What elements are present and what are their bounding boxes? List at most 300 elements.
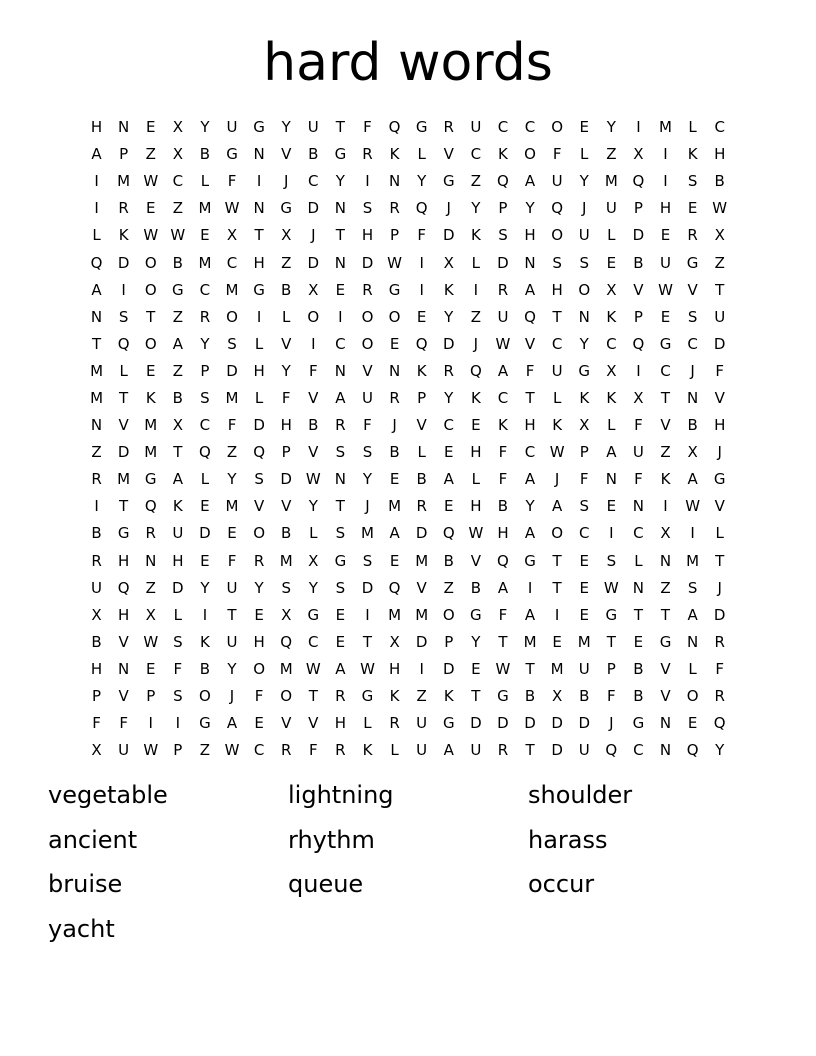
grid-letter: Q [253, 443, 266, 462]
grid-letter: Y [606, 118, 616, 137]
grid-letter: Z [606, 145, 617, 164]
grid-letter: H [524, 416, 536, 435]
word-list-item: occur [528, 870, 595, 898]
grid-letter: F [227, 551, 237, 570]
grid-letter: L [173, 605, 182, 624]
grid-letter: P [606, 659, 616, 678]
grid-letter: O [226, 307, 238, 326]
grid-letter: G [632, 714, 645, 733]
grid-letter: T [335, 226, 345, 245]
grid-letter: X [714, 226, 725, 245]
grid-letter: B [470, 578, 481, 597]
grid-letter: D [199, 524, 211, 543]
grid-letter: K [498, 416, 508, 435]
grid-letter: Y [335, 172, 345, 191]
grid-letter: M [90, 361, 104, 380]
grid-letter: V [118, 632, 129, 651]
grid-letter: V [118, 687, 129, 706]
grid-letter: K [443, 280, 454, 299]
grid-letter: J [311, 226, 316, 245]
grid-letter: I [663, 497, 668, 516]
grid-letter: A [172, 334, 183, 353]
grid-letter: I [94, 172, 99, 191]
grid-letter: O [551, 118, 564, 137]
grid-letter: E [254, 714, 264, 733]
grid-letter: Z [172, 199, 183, 218]
grid-letter: J [229, 687, 235, 706]
grid-letter: X [91, 741, 102, 760]
grid-letter: Q [117, 578, 130, 597]
grid-letter: K [389, 687, 400, 706]
grid-letter: L [200, 172, 210, 191]
grid-letter: V [416, 578, 427, 597]
grid-letter: U [660, 253, 671, 272]
grid-letter: J [473, 334, 479, 353]
grid-letter: L [688, 118, 697, 137]
grid-letter: K [145, 388, 156, 407]
grid-letter: G [388, 280, 401, 299]
grid-letter: J [392, 416, 397, 435]
grid-letter: C [606, 334, 617, 353]
grid-letter: F [363, 416, 372, 435]
grid-letter: Z [714, 253, 725, 272]
grid-letter: I [175, 714, 181, 733]
grid-letter: V [281, 145, 292, 164]
grid-letter: Z [172, 307, 183, 326]
grid-letter: X [552, 687, 563, 706]
grid-letter: B [91, 632, 102, 651]
grid-letter: E [254, 605, 264, 624]
grid-letter: B [389, 443, 400, 462]
grid-letter: H [361, 226, 374, 245]
grid-letter: U [578, 226, 590, 245]
grid-letter: K [606, 388, 617, 407]
grid-letter: N [334, 470, 346, 489]
grid-letter: P [146, 687, 156, 706]
grid-letter: D [713, 605, 726, 624]
grid-letter: Q [469, 361, 482, 380]
grid-letter: Z [470, 172, 481, 191]
grid-letter: F [227, 172, 237, 191]
grid-letter: F [634, 470, 643, 489]
grid-letter: C [633, 524, 644, 543]
grid-letter: W [170, 226, 186, 245]
grid-letter: D [172, 578, 184, 597]
grid-letter: E [579, 578, 589, 597]
grid-letter: Z [226, 443, 238, 462]
grid-letter: D [280, 470, 292, 489]
grid-letter: A [497, 578, 509, 597]
grid-letter: N [90, 416, 103, 435]
grid-letter: U [416, 741, 428, 760]
grid-letter: V [470, 551, 481, 570]
grid-letter: T [119, 388, 129, 407]
grid-letter: Y [579, 172, 589, 191]
grid-letter: G [415, 118, 428, 137]
grid-letter: D [497, 253, 509, 272]
grid-letter: G [144, 470, 157, 489]
grid-letter: O [361, 307, 374, 326]
grid-letter: K [118, 226, 129, 245]
grid-letter: L [634, 551, 643, 570]
grid-letter: W [468, 524, 484, 543]
grid-letter: W [143, 172, 159, 191]
grid-letter: D [442, 226, 455, 245]
grid-letter: N [334, 253, 346, 272]
grid-letter: I [94, 199, 99, 218]
grid-letter: S [362, 443, 373, 462]
grid-letter: X [172, 145, 183, 164]
grid-letter: T [91, 334, 102, 353]
grid-letter: M [225, 497, 239, 516]
grid-letter: C [660, 361, 671, 380]
grid-letter: B [172, 253, 183, 272]
grid-letter: P [173, 741, 183, 760]
grid-letter: C [714, 118, 725, 137]
grid-letter: B [308, 145, 319, 164]
grid-letter: Z [416, 687, 427, 706]
grid-letter: P [200, 361, 210, 380]
grid-letter: A [443, 741, 454, 760]
grid-letter: C [524, 118, 536, 137]
grid-letter: J [283, 172, 289, 191]
grid-letter: N [632, 497, 645, 516]
grid-letter: M [90, 388, 104, 407]
grid-letter: G [659, 632, 672, 651]
grid-letter: V [660, 687, 671, 706]
grid-letter: M [225, 388, 239, 407]
grid-letter: Q [632, 172, 645, 191]
grid-letter: O [253, 524, 266, 543]
grid-letter: L [309, 524, 318, 543]
grid-letter: F [363, 118, 372, 137]
grid-letter: J [365, 497, 370, 516]
grid-letter: E [335, 280, 346, 299]
grid-letter: G [686, 253, 699, 272]
grid-letter: I [148, 714, 153, 733]
grid-letter: Z [172, 361, 183, 380]
grid-letter: Y [281, 118, 291, 137]
grid-letter: W [224, 199, 240, 218]
grid-letter: M [144, 443, 158, 462]
grid-letter: R [443, 361, 454, 380]
grid-letter: O [144, 280, 157, 299]
grid-letter: I [338, 307, 343, 326]
grid-letter: X [281, 226, 292, 245]
grid-letter: O [686, 687, 699, 706]
grid-letter: B [633, 659, 644, 678]
grid-letter: A [172, 470, 183, 489]
grid-letter: C [687, 334, 698, 353]
grid-letter: F [308, 361, 318, 380]
grid-letter: A [687, 470, 698, 489]
grid-letter: F [417, 226, 426, 245]
grid-letter: Y [254, 578, 264, 597]
grid-letter: X [308, 280, 319, 299]
grid-letter: J [609, 714, 614, 733]
grid-letter: S [254, 470, 264, 489]
grid-letter: I [636, 118, 641, 137]
grid-letter: C [335, 334, 346, 353]
grid-letter: S [227, 334, 237, 353]
grid-letter: A [524, 524, 536, 543]
grid-letter: K [606, 307, 617, 326]
grid-letter: T [606, 632, 616, 651]
grid-letter: G [605, 605, 618, 624]
grid-letter: V [443, 145, 454, 164]
grid-letter: N [686, 388, 699, 407]
grid-letter: S [687, 172, 698, 191]
grid-letter: K [172, 497, 183, 516]
grid-letter: X [91, 605, 102, 624]
grid-letter: P [417, 388, 427, 407]
grid-letter: D [117, 253, 130, 272]
grid-letter: G [280, 199, 293, 218]
grid-letter: R [280, 741, 292, 760]
grid-letter: C [633, 741, 644, 760]
grid-letter: B [308, 416, 319, 435]
grid-letter: P [92, 687, 102, 706]
grid-letter: F [579, 470, 589, 489]
grid-letter: O [253, 659, 266, 678]
grid-letter: B [633, 687, 644, 706]
grid-letter: R [714, 632, 725, 651]
grid-letter: T [335, 118, 345, 137]
grid-letter: V [714, 388, 725, 407]
grid-letter: T [308, 687, 318, 706]
grid-letter: X [389, 632, 400, 651]
grid-letter: H [253, 253, 265, 272]
grid-letter: R [497, 280, 509, 299]
grid-letter: Q [144, 497, 157, 516]
grid-letter: W [712, 199, 728, 218]
grid-letter: V [281, 497, 292, 516]
grid-letter: G [659, 334, 672, 353]
grid-letter: D [253, 416, 265, 435]
grid-letter: T [335, 497, 345, 516]
grid-letter: T [471, 687, 481, 706]
grid-letter: V [524, 334, 536, 353]
grid-letter: E [389, 551, 400, 570]
word-list-item: rhythm [288, 825, 375, 854]
grid-letter: T [119, 497, 129, 516]
grid-letter: U [91, 578, 103, 597]
grid-letter: S [362, 199, 373, 218]
grid-letter: D [470, 714, 482, 733]
grid-letter: N [118, 118, 130, 137]
grid-letter: F [634, 416, 643, 435]
grid-letter: O [144, 253, 157, 272]
grid-letter: H [388, 659, 401, 678]
grid-letter: Q [442, 524, 455, 543]
grid-letter: R [714, 687, 725, 706]
grid-letter: M [279, 551, 293, 570]
grid-letter: V [416, 416, 427, 435]
grid-letter: F [498, 470, 508, 489]
grid-letter: U [416, 714, 428, 733]
grid-letter: B [579, 687, 590, 706]
grid-letter: O [307, 307, 320, 326]
grid-letter: I [121, 280, 126, 299]
grid-letter: O [551, 524, 564, 543]
grid-letter: B [416, 470, 427, 489]
puzzle-title: hard words [263, 33, 553, 93]
grid-letter: E [552, 632, 562, 651]
grid-letter: F [552, 145, 562, 164]
grid-letter: L [390, 741, 399, 760]
grid-letter: R [362, 145, 373, 164]
grid-letter: G [226, 145, 238, 164]
grid-letter: E [660, 307, 671, 326]
grid-letter: Y [471, 199, 481, 218]
grid-letter: L [417, 443, 426, 462]
grid-letter: B [199, 145, 211, 164]
grid-letter: E [416, 307, 427, 326]
grid-letter: D [524, 714, 536, 733]
grid-letter: W [305, 659, 321, 678]
grid-letter: M [415, 551, 429, 570]
grid-letter: Z [145, 578, 156, 597]
grid-letter: E [579, 605, 589, 624]
grid-letter: F [498, 605, 508, 624]
grid-letter: N [118, 659, 130, 678]
grid-letter: X [606, 361, 617, 380]
grid-letter: C [226, 253, 238, 272]
grid-letter: A [91, 280, 102, 299]
grid-letter: P [119, 145, 129, 164]
grid-letter: Q [524, 307, 536, 326]
grid-letter: V [281, 334, 292, 353]
grid-letter: N [388, 172, 401, 191]
grid-letter: V [308, 443, 319, 462]
grid-letter: C [308, 172, 319, 191]
word-list-item: harass [528, 825, 608, 854]
grid-letter: A [389, 524, 400, 543]
grid-letter: N [659, 741, 672, 760]
grid-letter: V [118, 416, 129, 435]
grid-letter: Z [660, 578, 671, 597]
grid-letter: K [498, 145, 508, 164]
grid-letter: N [253, 199, 265, 218]
grid-letter: R [443, 118, 454, 137]
grid-letter: M [659, 118, 672, 137]
word-list-item: yacht [48, 914, 115, 943]
grid-letter: O [144, 334, 157, 353]
grid-letter: Q [388, 118, 401, 137]
grid-letter: Z [470, 307, 481, 326]
grid-letter: A [497, 361, 509, 380]
grid-letter: Z [660, 443, 671, 462]
grid-letter: H [90, 659, 103, 678]
grid-letter: N [334, 199, 346, 218]
grid-letter: F [715, 659, 725, 678]
grid-letter: W [603, 578, 619, 597]
grid-letter: T [362, 632, 373, 651]
grid-letter: H [714, 145, 726, 164]
grid-letter: R [389, 388, 400, 407]
grid-letter: L [200, 470, 210, 489]
grid-letter: R [253, 551, 265, 570]
grid-letter: G [117, 524, 130, 543]
grid-letter: H [118, 551, 130, 570]
grid-letter: Y [525, 497, 535, 516]
grid-letter: K [443, 687, 454, 706]
grid-letter: A [443, 470, 454, 489]
grid-letter: S [281, 578, 291, 597]
grid-letter: R [335, 416, 346, 435]
grid-letter: W [224, 741, 240, 760]
grid-letter: E [579, 551, 589, 570]
grid-letter: F [525, 361, 535, 380]
grid-letter: O [524, 145, 536, 164]
grid-letter: N [659, 714, 672, 733]
grid-letter: N [686, 632, 699, 651]
grid-letter: R [497, 741, 509, 760]
grid-letter: E [444, 497, 454, 516]
grid-letter: R [118, 199, 129, 218]
grid-letter: L [471, 470, 481, 489]
grid-letter: L [552, 388, 562, 407]
grid-letter: S [173, 632, 183, 651]
grid-letter: D [415, 632, 428, 651]
grid-letter: O [578, 280, 591, 299]
grid-letter: V [281, 714, 292, 733]
grid-letter: B [443, 551, 454, 570]
grid-letter: Q [686, 741, 699, 760]
grid-letter: L [607, 416, 616, 435]
grid-letter: U [497, 307, 509, 326]
grid-letter: H [524, 226, 536, 245]
grid-letter: E [660, 226, 671, 245]
grid-letter: X [281, 605, 292, 624]
grid-letter: P [633, 199, 643, 218]
grid-letter: H [253, 361, 265, 380]
grid-letter: C [199, 280, 211, 299]
grid-letter: A [552, 497, 563, 516]
grid-letter: L [92, 226, 101, 245]
grid-letter: E [200, 226, 210, 245]
grid-letter: L [688, 659, 697, 678]
grid-letter: I [527, 578, 533, 597]
grid-letter: W [143, 632, 159, 651]
grid-letter: N [605, 470, 617, 489]
grid-letter: T [552, 551, 562, 570]
grid-letter: Y [579, 334, 589, 353]
grid-letter: L [417, 145, 426, 164]
grid-letter: H [497, 524, 509, 543]
grid-letter: Z [443, 578, 454, 597]
grid-letter: M [523, 632, 537, 651]
grid-letter: M [388, 497, 402, 516]
grid-letter: D [551, 714, 563, 733]
grid-letter: N [90, 307, 103, 326]
grid-letter: A [524, 470, 536, 489]
grid-letter: I [311, 334, 316, 353]
grid-letter: C [497, 118, 509, 137]
grid-letter: U [551, 361, 563, 380]
grid-letter: Z [145, 145, 156, 164]
grid-letter: I [419, 280, 424, 299]
grid-letter: X [660, 524, 671, 543]
grid-letter: U [578, 741, 590, 760]
grid-letter: S [579, 497, 589, 516]
grid-letter: Z [199, 741, 211, 760]
grid-letter: I [636, 361, 641, 380]
grid-letter: K [660, 470, 671, 489]
grid-letter: K [416, 361, 427, 380]
grid-letter: M [686, 551, 700, 570]
grid-letter: V [308, 388, 319, 407]
